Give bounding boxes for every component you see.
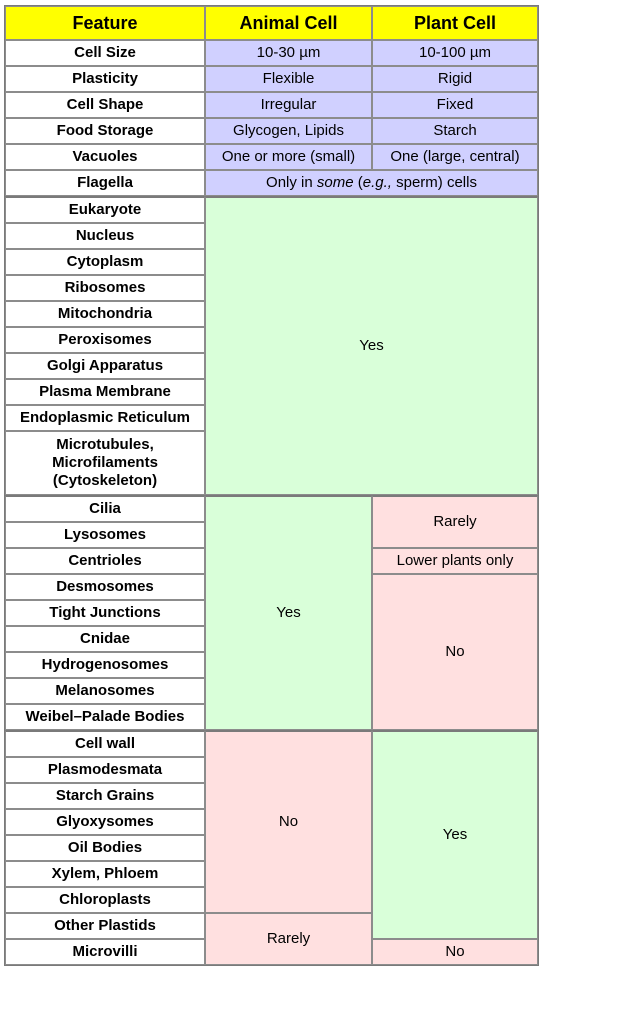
plant-no-microvilli-cell: No <box>372 939 538 965</box>
feature-cell: Microvilli <box>5 939 205 965</box>
feature-cell: Oil Bodies <box>5 835 205 861</box>
plant-value-cell: Rigid <box>372 66 538 92</box>
table-row <box>5 144 538 170</box>
feature-cell: Centrioles <box>5 548 205 574</box>
plant-value-cell: Fixed <box>372 92 538 118</box>
table-row <box>5 495 538 522</box>
feature-cell: Cnidae <box>5 626 205 652</box>
feature-cell: Weibel–Palade Bodies <box>5 704 205 730</box>
feature-cell: Microtubules, Microfilaments (Cytoskeleton) <box>5 431 205 495</box>
both-yes-cell: Yes <box>205 196 538 495</box>
feature-cell: Starch Grains <box>5 783 205 809</box>
animal-only-yes-cell: Yes <box>205 495 372 730</box>
feature-cell: Plasmodesmata <box>5 757 205 783</box>
plant-value-cell: 10-100 µm <box>372 40 538 66</box>
feature-cell: Flagella <box>5 170 205 196</box>
table-row <box>5 730 538 757</box>
feature-cell: Cell Size <box>5 40 205 66</box>
feature-cell: Peroxisomes <box>5 327 205 353</box>
feature-cell: Plasticity <box>5 66 205 92</box>
animal-value-cell: Glycogen, Lipids <box>205 118 372 144</box>
table-row <box>5 40 538 66</box>
flagella-text-em2: e.g., <box>362 174 392 191</box>
feature-cell: Nucleus <box>5 223 205 249</box>
table-row <box>5 66 538 92</box>
feature-cell: Cell Shape <box>5 92 205 118</box>
feature-cell: Cytoplasm <box>5 249 205 275</box>
plant-lower-plants-cell: Lower plants only <box>372 548 538 574</box>
header-animal-cell: Animal Cell <box>205 6 372 40</box>
flagella-text-em1: some <box>316 174 354 191</box>
animal-value-cell: 10-30 µm <box>205 40 372 66</box>
feature-cell: Vacuoles <box>5 144 205 170</box>
feature-cell: Eukaryote <box>5 196 205 223</box>
feature-cell: Melanosomes <box>5 678 205 704</box>
feature-cell: Cilia <box>5 495 205 522</box>
feature-cell: Other Plastids <box>5 913 205 939</box>
plant-value-cell: One (large, central) <box>372 144 538 170</box>
cell-comparison-table <box>4 5 539 966</box>
feature-cell: Lysosomes <box>5 522 205 548</box>
comparison-table-wrapper <box>4 5 539 966</box>
table-row <box>5 92 538 118</box>
feature-cell: Ribosomes <box>5 275 205 301</box>
feature-cell: Golgi Apparatus <box>5 353 205 379</box>
header-row <box>5 6 538 40</box>
feature-cell: Plasma Membrane <box>5 379 205 405</box>
flagella-text-post: sperm) cells <box>391 174 477 191</box>
feature-cell: Chloroplasts <box>5 887 205 913</box>
flagella-value-cell <box>205 170 538 196</box>
feature-cell: Cell wall <box>5 730 205 757</box>
flagella-text-mid: ( <box>353 174 363 191</box>
feature-cell: Tight Junctions <box>5 600 205 626</box>
feature-cell: Desmosomes <box>5 574 205 600</box>
plant-no-cell: No <box>372 574 538 730</box>
table-row <box>5 196 538 223</box>
animal-value-cell: One or more (small) <box>205 144 372 170</box>
animal-value-cell: Flexible <box>205 66 372 92</box>
feature-cell: Mitochondria <box>5 301 205 327</box>
table-row <box>5 118 538 144</box>
flagella-text-pre: Only in <box>266 174 317 191</box>
feature-cell: Food Storage <box>5 118 205 144</box>
feature-cell: Xylem, Phloem <box>5 861 205 887</box>
table-row <box>5 170 538 196</box>
feature-cell: Hydrogenosomes <box>5 652 205 678</box>
header-feature: Feature <box>5 6 205 40</box>
plant-rarely-cell: Rarely <box>372 495 538 548</box>
feature-cell: Endoplasmic Reticulum <box>5 405 205 431</box>
feature-cell: Glyoxysomes <box>5 809 205 835</box>
plant-yes-cell: Yes <box>372 730 538 939</box>
animal-value-cell: Irregular <box>205 92 372 118</box>
plant-value-cell: Starch <box>372 118 538 144</box>
header-plant-cell: Plant Cell <box>372 6 538 40</box>
animal-no-cell: No <box>205 730 372 913</box>
animal-rarely-cell: Rarely <box>205 913 372 965</box>
